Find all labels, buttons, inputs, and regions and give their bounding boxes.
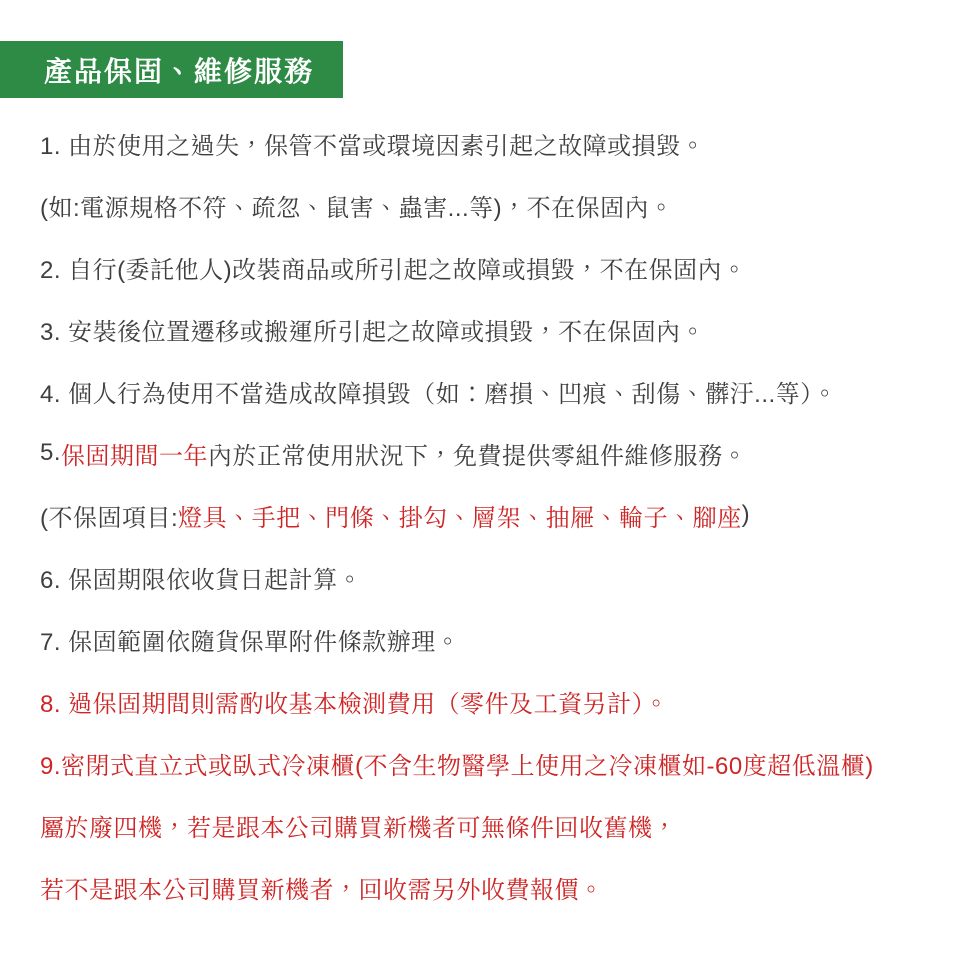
list-item bbox=[40, 608, 950, 670]
list-item bbox=[40, 732, 950, 794]
text-segment: 屬於廢四機，若是跟本公司購買新機者可無條件回收舊機， bbox=[40, 814, 677, 842]
list-item bbox=[40, 484, 950, 546]
list-item bbox=[40, 546, 950, 608]
text-segment: 4. 個人行為使用不當造成故障損毀（如：磨損、凹痕、刮傷、髒汙...等）。 bbox=[40, 380, 838, 408]
text-segment: 若不是跟本公司購買新機者，回收需另外收費報價。 bbox=[40, 876, 604, 904]
text-segment: 保固期間一年 bbox=[61, 442, 209, 470]
section-title-badge bbox=[0, 41, 343, 98]
warranty-terms-list bbox=[40, 112, 950, 918]
text-segment: 燈具、手把、門條、掛勾、層架、抽屜、輪子、腳座 bbox=[178, 504, 742, 532]
list-item bbox=[40, 422, 950, 484]
list-item bbox=[40, 670, 950, 732]
list-item bbox=[40, 174, 950, 236]
list-item bbox=[40, 112, 950, 174]
text-segment: 5. bbox=[40, 439, 62, 466]
text-segment: 8. 過保固期間則需酌收基本檢測費用（零件及工資另計）。 bbox=[40, 690, 669, 718]
text-segment: 7. 保固範圍依隨貨保單附件條款辦理。 bbox=[40, 628, 461, 656]
text-segment: 6. 保固期限依收貨日起計算。 bbox=[40, 566, 363, 594]
list-item bbox=[40, 856, 950, 918]
text-segment: ) bbox=[741, 501, 751, 528]
text-segment: 9.密閉式直立式或臥式冷凍櫃(不含生物醫學上使用之冷凍櫃如-60度超低溫櫃) bbox=[40, 752, 874, 780]
text-segment: 1. 由於使用之過失，保管不當或環境因素引起之故障或損毀。 bbox=[40, 132, 706, 160]
list-item bbox=[40, 360, 950, 422]
list-item bbox=[40, 794, 950, 856]
text-segment: 2. 自行(委託他人)改裝商品或所引起之故障或損毀，不在保固內。 bbox=[40, 256, 747, 284]
section-title: 產品保固、維修服務 bbox=[44, 55, 315, 87]
list-item bbox=[40, 298, 950, 360]
list-item bbox=[40, 236, 950, 298]
text-segment: 內於正常使用狀況下，免費提供零組件維修服務。 bbox=[208, 442, 748, 470]
text-segment: 3. 安裝後位置遷移或搬運所引起之故障或損毀，不在保固內。 bbox=[40, 318, 706, 346]
text-segment: (不保固項目: bbox=[40, 504, 179, 532]
text-segment: (如:電源規格不符、疏忽、鼠害、蟲害...等)，不在保固內。 bbox=[40, 194, 674, 222]
